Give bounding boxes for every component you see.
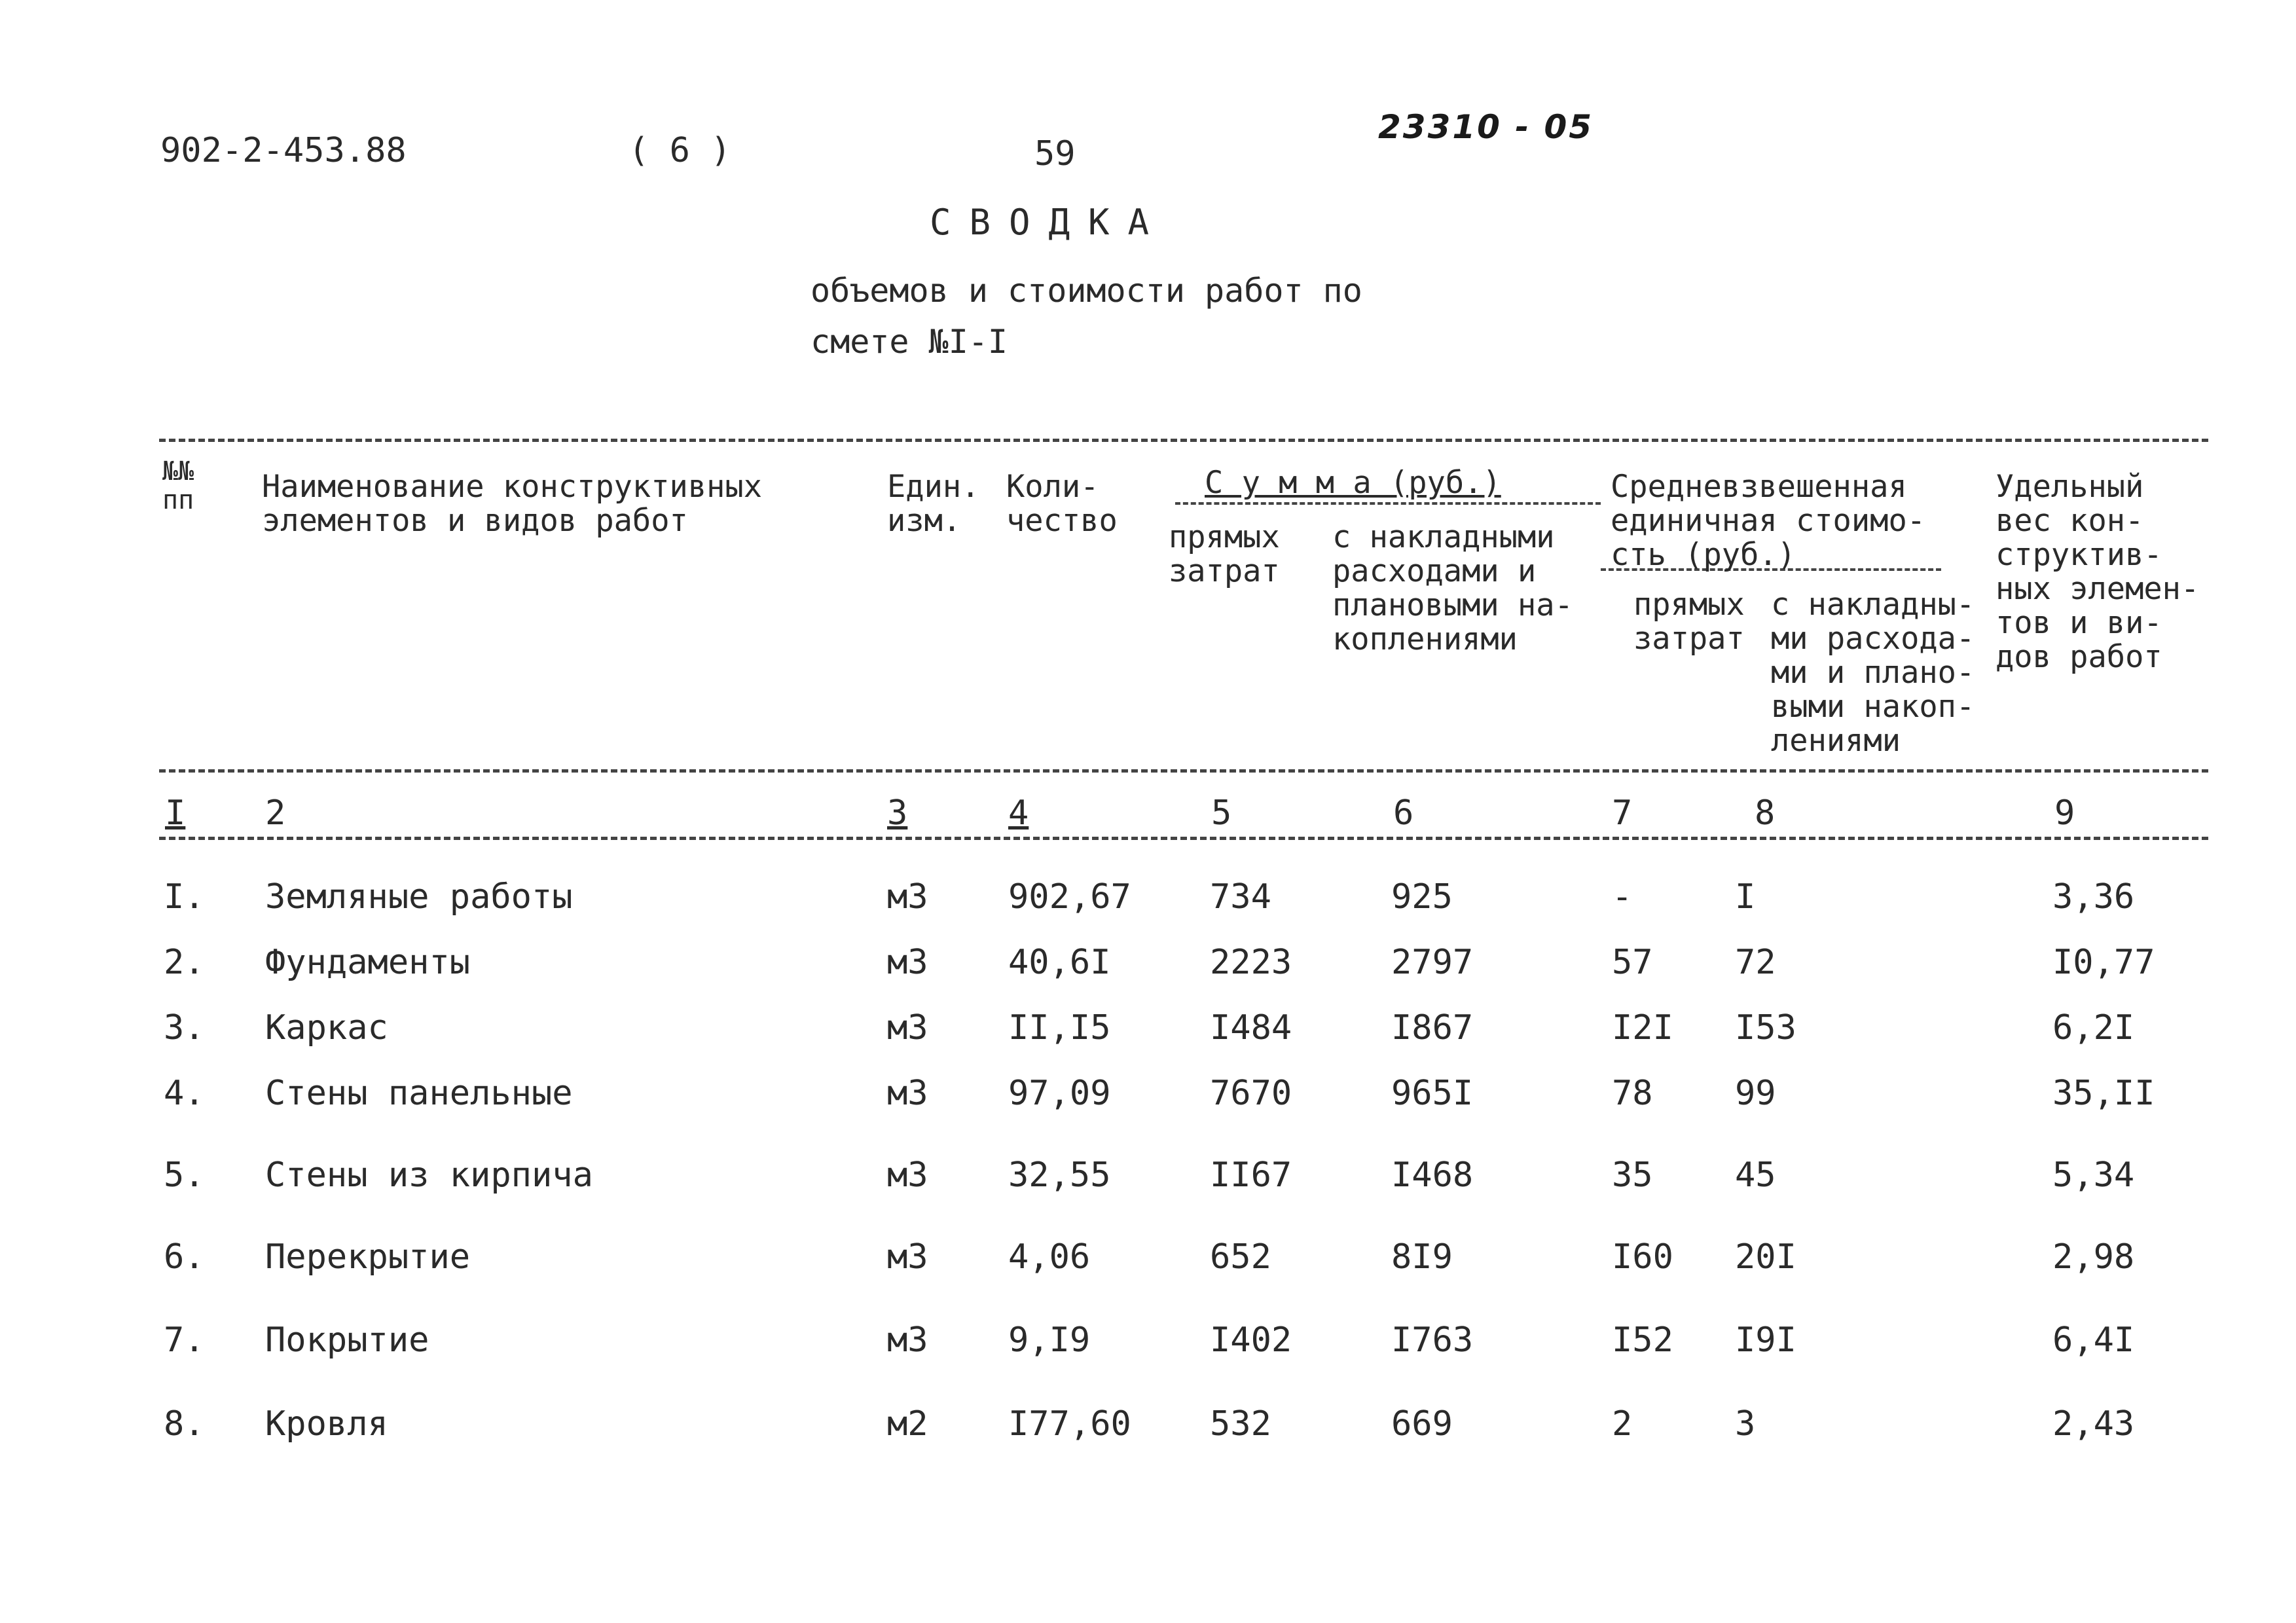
- header-bottom-rule: [159, 769, 2208, 773]
- row-overhead-costs: 965I: [1391, 1074, 1474, 1113]
- col-header-weight: Удельный вес кон- структив- ных элемен- тов и ви- дов работ: [1995, 469, 2200, 675]
- page-title: СВОДКА: [930, 202, 1168, 243]
- row-weight: 2,98: [2052, 1237, 2135, 1277]
- column-number: 2: [265, 793, 286, 833]
- row-quantity: 902,67: [1008, 877, 1131, 917]
- row-unit: м3: [887, 1008, 928, 1048]
- row-quantity: II,I5: [1008, 1008, 1111, 1048]
- row-avg-direct: 2: [1612, 1404, 1633, 1444]
- row-avg-direct: 78: [1612, 1074, 1653, 1113]
- row-avg-overhead: 20I: [1735, 1237, 1796, 1277]
- row-direct-costs: II67: [1210, 1156, 1292, 1195]
- col-header-overhead-costs: с накладными расходами и плановыми на- коплениями: [1332, 519, 1573, 657]
- row-overhead-costs: 925: [1391, 877, 1453, 917]
- column-number: 5: [1211, 793, 1232, 833]
- row-number: 3.: [164, 1008, 205, 1048]
- row-avg-overhead: 72: [1735, 943, 1776, 982]
- column-number: I: [165, 793, 186, 833]
- col-header-avg-direct: прямых затрат: [1633, 587, 1745, 657]
- row-quantity: 97,09: [1008, 1074, 1111, 1113]
- row-overhead-costs: I763: [1391, 1321, 1474, 1360]
- row-number: 6.: [164, 1237, 205, 1277]
- row-quantity: 32,55: [1008, 1156, 1111, 1195]
- subtitle-line-2: смете №I-I: [811, 323, 1008, 361]
- row-avg-overhead: I: [1735, 877, 1756, 917]
- row-weight: 5,34: [2052, 1156, 2135, 1195]
- col-header-name: Наименование конструктивных элементов и видов работ: [262, 469, 763, 539]
- row-quantity: I77,60: [1008, 1404, 1131, 1444]
- row-avg-overhead: I53: [1735, 1008, 1796, 1048]
- column-number-rule: [159, 837, 2208, 840]
- document-code: 902-2-453.88: [160, 131, 407, 170]
- row-unit: м3: [887, 877, 928, 917]
- row-avg-direct: I52: [1612, 1321, 1673, 1360]
- row-quantity: 9,I9: [1008, 1321, 1091, 1360]
- col-header-quantity: Коли- чество: [1006, 469, 1118, 539]
- row-direct-costs: 2223: [1210, 943, 1292, 982]
- row-overhead-costs: 669: [1391, 1404, 1453, 1444]
- col-header-direct-costs: прямых затрат: [1169, 519, 1280, 589]
- row-overhead-costs: 2797: [1391, 943, 1474, 982]
- row-avg-direct: -: [1612, 877, 1633, 917]
- col-header-avg-group: Средневзвешенная единичная стоимо- сть (руб.): [1611, 469, 1926, 573]
- row-avg-direct: I60: [1612, 1237, 1673, 1277]
- row-unit: м3: [887, 1237, 928, 1277]
- row-unit: м2: [887, 1404, 928, 1444]
- row-avg-direct: I2I: [1612, 1008, 1673, 1048]
- row-number: 2.: [164, 943, 205, 982]
- row-overhead-costs: 8I9: [1391, 1237, 1453, 1277]
- column-number: 8: [1755, 793, 1776, 833]
- row-name: Каркас: [265, 1008, 388, 1048]
- row-name: Перекрытие: [265, 1237, 471, 1277]
- row-name: Покрытие: [265, 1321, 429, 1360]
- row-unit: м3: [887, 1074, 928, 1113]
- row-unit: м3: [887, 1321, 928, 1360]
- row-weight: 2,43: [2052, 1404, 2135, 1444]
- row-number: 7.: [164, 1321, 205, 1360]
- column-number: 9: [2054, 793, 2075, 833]
- row-direct-costs: 532: [1210, 1404, 1271, 1444]
- column-number: 4: [1008, 793, 1029, 833]
- subtitle-line-1: объемов и стоимости работ по: [811, 272, 1362, 310]
- col-header-avg-overhead: с накладны- ми расхода- ми и плано- выми накоп- лениями: [1771, 587, 1975, 759]
- row-direct-costs: 7670: [1210, 1074, 1292, 1113]
- row-name: Кровля: [265, 1404, 388, 1444]
- row-direct-costs: I402: [1210, 1321, 1292, 1360]
- row-avg-overhead: 3: [1735, 1404, 1756, 1444]
- row-number: 8.: [164, 1404, 205, 1444]
- col-header-unit: Един. изм.: [887, 469, 980, 539]
- row-name: Стены панельные: [265, 1074, 573, 1113]
- row-name: Стены из кирпича: [265, 1156, 593, 1195]
- row-name: Фундаменты: [265, 943, 471, 982]
- row-number: 4.: [164, 1074, 205, 1113]
- col-header-number: №№ пп: [162, 456, 194, 515]
- row-weight: 35,II: [2052, 1074, 2155, 1113]
- row-direct-costs: 652: [1210, 1237, 1271, 1277]
- row-weight: I0,77: [2052, 943, 2155, 982]
- handwritten-stamp: 23310 - 05: [1378, 108, 1594, 146]
- row-number: I.: [164, 877, 205, 917]
- row-quantity: 40,6I: [1008, 943, 1111, 982]
- row-avg-direct: 57: [1612, 943, 1653, 982]
- row-unit: м3: [887, 943, 928, 982]
- sheet-marker: ( 6 ): [629, 131, 731, 170]
- column-number: 3: [887, 793, 908, 833]
- column-number: 6: [1393, 793, 1414, 833]
- row-avg-overhead: 45: [1735, 1156, 1776, 1195]
- row-overhead-costs: I468: [1391, 1156, 1474, 1195]
- row-unit: м3: [887, 1156, 928, 1195]
- row-weight: 6,2I: [2052, 1008, 2135, 1048]
- row-direct-costs: I484: [1210, 1008, 1292, 1048]
- page-number: 59: [1034, 134, 1076, 173]
- row-weight: 6,4I: [2052, 1321, 2135, 1360]
- row-name: Земляные работы: [265, 877, 573, 917]
- row-direct-costs: 734: [1210, 877, 1271, 917]
- row-weight: 3,36: [2052, 877, 2135, 917]
- row-number: 5.: [164, 1156, 205, 1195]
- sum-group-rule: [1175, 502, 1601, 505]
- row-avg-overhead: I9I: [1735, 1321, 1796, 1360]
- table-top-rule: [159, 439, 2208, 442]
- row-quantity: 4,06: [1008, 1237, 1091, 1277]
- row-avg-direct: 35: [1612, 1156, 1653, 1195]
- col-header-sum-group: С у м м а (руб.): [1205, 465, 1501, 501]
- column-number: 7: [1612, 793, 1633, 833]
- row-avg-overhead: 99: [1735, 1074, 1776, 1113]
- row-overhead-costs: I867: [1391, 1008, 1474, 1048]
